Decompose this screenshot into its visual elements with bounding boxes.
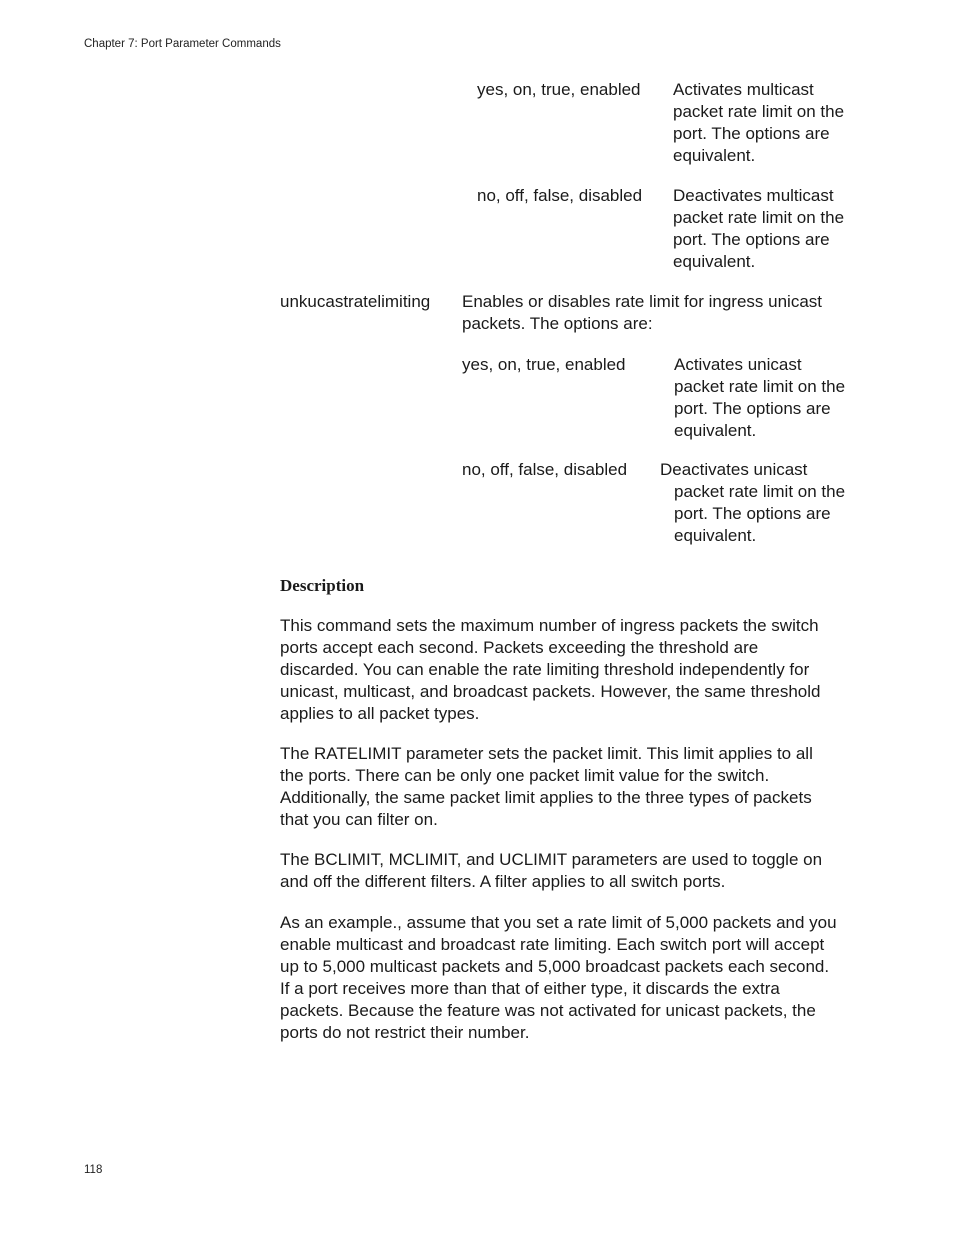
option-value-uc-disable: no, off, false, disabled [462, 460, 628, 479]
running-header: Chapter 7: Port Parameter Commands [84, 38, 281, 50]
option-desc-uc-enable: Activates unicast packet rate limit on the port. The options are equivalent. [674, 355, 846, 440]
section-heading-description: Description [280, 576, 365, 595]
paragraph: The RATELIMIT parameter sets the packet limit. This limit applies to all the ports. There can be only one packet limit value for the switch. Additionally, the same packet limit applies to the three types of packets that you can filter on. [280, 744, 813, 829]
paragraph: This command sets the maximum number of ingress packets the switch ports accept each second. Packets exceeding the threshold are discarded. You can enable the rate limiting threshold independently for unicast, multicast, and broadcast packets. However, the same threshold applies to all packet types. [280, 616, 821, 723]
option-desc-mc-enable: Activates multicast packet rate limit on the port. The options are equivalent. [673, 80, 845, 165]
paragraph: The BCLIMIT, MCLIMIT, and UCLIMIT parameters are used to toggle on and off the different filters. A filter applies to all switch ports. [280, 850, 823, 891]
paragraph: As an example., assume that you set a rate limit of 5,000 packets and you enable multicast and broadcast rate limiting. Each switch port will accept up to 5,000 multicast packets and 5,000 broadcast packets each second. If a port receives more than that of either type, it discards the extra packets. Because the feature was not activated for unicast packets, the ports do not restrict their number. [280, 913, 837, 1042]
option-desc-uc-disable: Deactivates unicast packet rate limit on the port. The options are equivalent. [660, 460, 846, 545]
option-value-mc-enable: yes, on, true, enabled [477, 80, 641, 99]
page-number: 118 [84, 1164, 103, 1176]
parameter-description: Enables or disables rate limit for ingress unicast packets. The options are: [462, 292, 822, 333]
parameter-name: unkucastratelimiting [280, 292, 431, 311]
option-value-mc-disable: no, off, false, disabled [477, 186, 643, 205]
option-value-uc-enable: yes, on, true, enabled [462, 355, 626, 374]
option-desc-mc-disable: Deactivates multicast packet rate limit on the port. The options are equivalent. [673, 186, 845, 271]
